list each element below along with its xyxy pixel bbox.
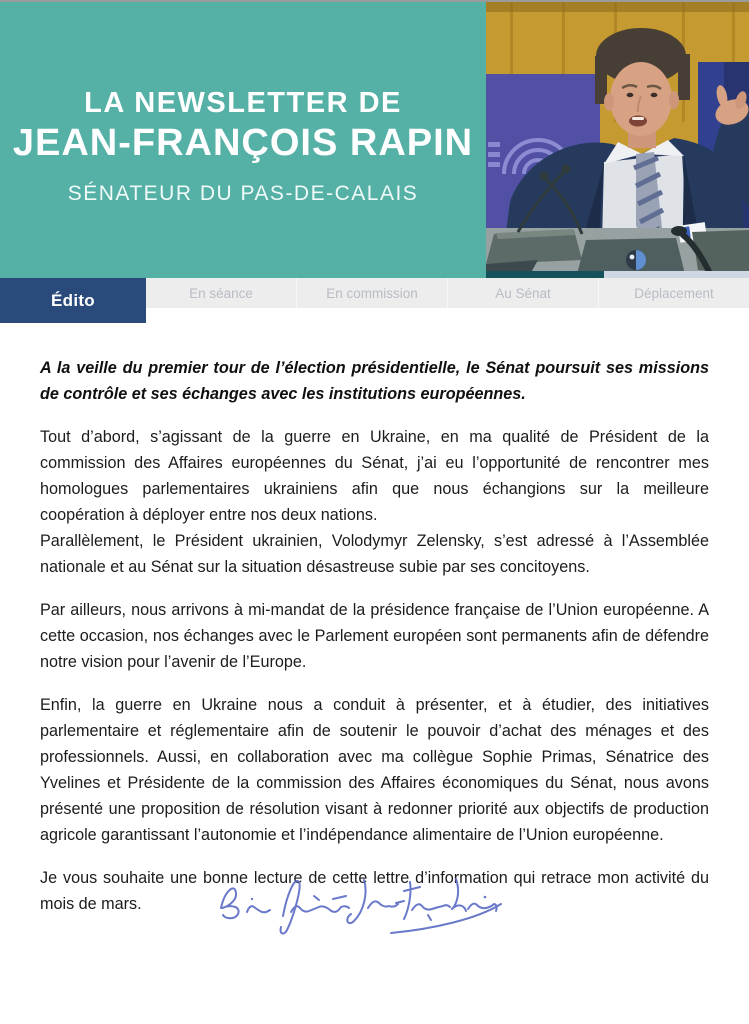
edito-paragraph: Enfin, la guerre en Ukraine nous a conduit à présenter, et à étudier, des initiatives parlementaire et réglementaire afin de soutenir le pouvoir d’achat des ménages et des professionnels. Aussi, en collaboration avec ma collègue Sophie Primas, Sénatrice des Yvelines et Présidente de la commission des Affaires économiques du Sénat, nous avons présenté une proposition de résolution visant à redonner priorité aux objectifs de production agricole garantissant l’autonomie et l’indépendance alimentaire de l’Union européenne. [40, 696, 709, 844]
newsletter-subtitle: SÉNATEUR DU PAS-DE-CALAIS [67, 181, 419, 205]
senator-photo-illustration [486, 2, 749, 278]
edito-paragraph: Je vous souhaite une bonne lecture de cette lettre d’information qui retrace mon activité du mois de mars. [40, 869, 709, 913]
newsletter-title-line1: LA NEWSLETTER DE [84, 87, 402, 120]
newsletter-title-line2: JEAN-FRANÇOIS RAPIN [12, 122, 474, 165]
edito-paragraph: Par ailleurs, nous arrivons à mi-mandat de la présidence française de l’Union européenne. A cette occasion, nos échanges avec le Parlement européen sont permanents afin de défendre notre vision pour l’avenir de l’Europe. [40, 601, 709, 671]
edito-intro: A la veille du premier tour de l’élection présidentielle, le Sénat poursuit ses missions de contrôle et ses échanges avec les institutions européennes. [40, 359, 709, 403]
senator-photo [486, 2, 749, 278]
edito-body [40, 355, 709, 934]
tab-en-seance[interactable]: En séance [189, 285, 253, 301]
hero-title-block [0, 2, 486, 278]
tab-edito[interactable]: Édito [0, 278, 146, 323]
edito-paragraph: Parallèlement, le Président ukrainien, Volodymyr Zelensky, s’est adressé à l’Assemblée nationale et au Sénat sur la situation désastreuse subie par ses concitoyens. [40, 532, 709, 576]
signature-image [205, 866, 505, 940]
tab-deplacement[interactable]: Déplacement [598, 278, 749, 308]
edito-paragraph: Tout d’abord, s’agissant de la guerre en Ukraine, en ma qualité de Président de la commission des Affaires européennes du Sénat, j’ai eu l’opportunité de rencontrer mes homologues parlementaires ukrainiens afin que nous échangions sur la meilleure coopération à déployer entre nos deux nations. [40, 428, 709, 524]
nav-inactive-tabs [146, 278, 749, 308]
tab-au-senat[interactable]: Au Sénat [447, 278, 598, 308]
tab-en-commission[interactable]: En commission [296, 278, 447, 308]
section-nav [0, 278, 749, 323]
hero-header [0, 2, 749, 278]
